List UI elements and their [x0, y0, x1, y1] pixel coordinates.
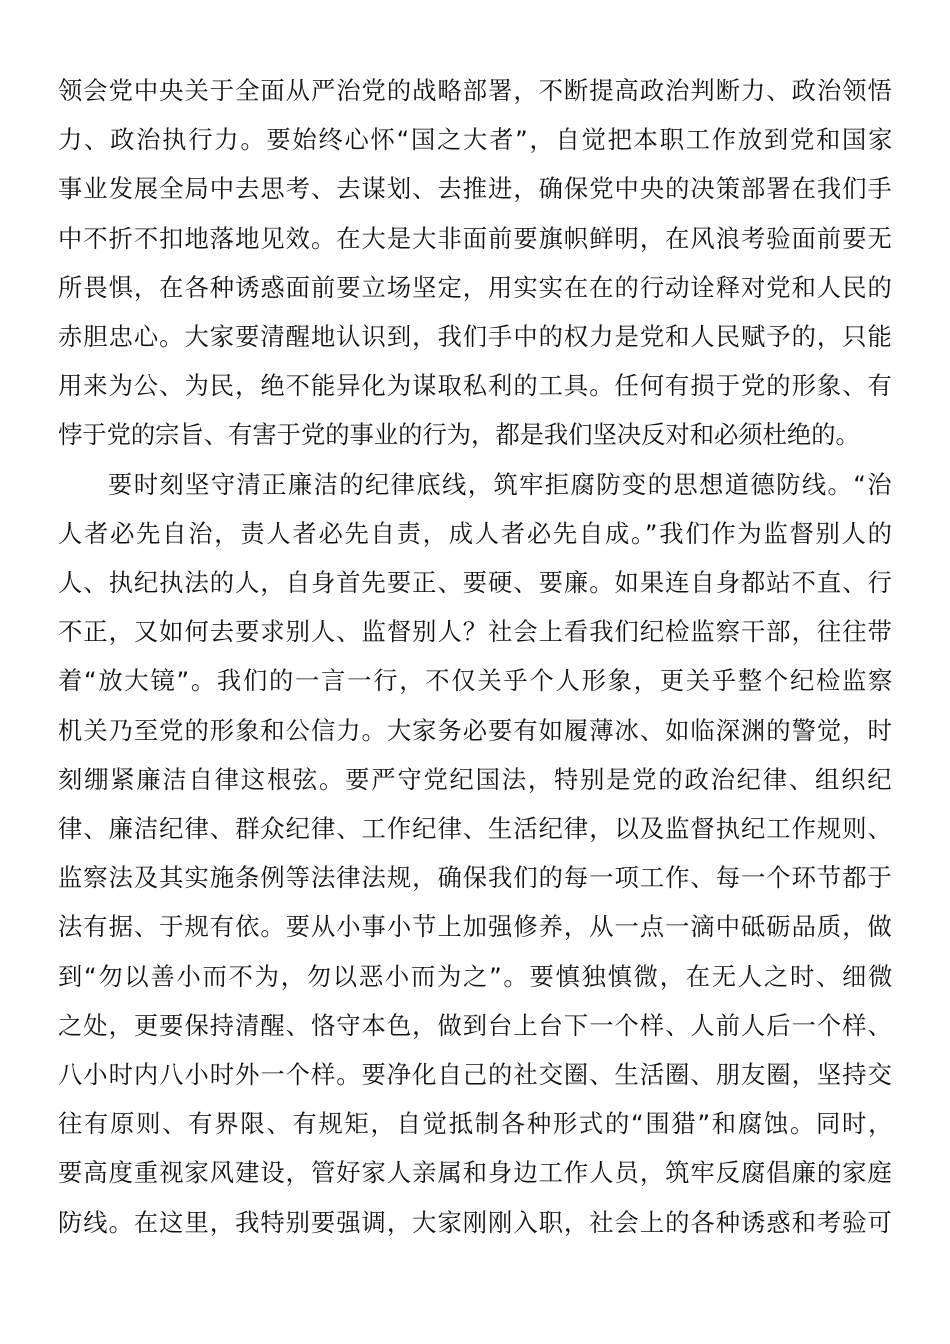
text-line: 机关乃至党的形象和公信力。大家务必要有如履薄冰、如临深渊的警觉，时: [58, 715, 893, 745]
text-line: 法有据、于规有依。要从小事小节上加强修养，从一点一滴中砥砺品质，做: [58, 912, 893, 942]
text-line: 着“放大镜”。我们的一言一行，不仅关乎个人形象，更关乎整个纪检监察: [58, 666, 895, 696]
text-line: 所畏惧，在各种诱惑面前要立场坚定，用实实在在的行动诠释对党和人民的: [58, 272, 893, 302]
text-line: 人者必先自治，责人者必先自责，成人者必先自成。”我们作为监督别人的: [58, 518, 894, 548]
text-line: 用来为公、为民，绝不能异化为谋取私利的工具。任何有损于党的形象、有: [58, 371, 893, 401]
document-page: [58, 66, 895, 1247]
text-line: 往有原则、有界限、有规矩，自觉抵制各种形式的“围猎”和腐蚀。同时，: [58, 1109, 895, 1139]
text-line: 刻绷紧廉洁自律这根弦。要严守党纪国法，特别是党的政治纪律、组织纪: [58, 764, 894, 794]
text-line: 不正，又如何去要求别人、监督别人？社会上看我们纪检监察干部，往往带: [58, 617, 893, 647]
text-line: 八小时内八小时外一个样。要净化自己的社交圈、生活圈、朋友圈，坚持交: [58, 1060, 893, 1090]
text-line: 到“勿以善小而不为，勿以恶小而为之”。要慎独慎微，在无人之时、细微: [58, 961, 895, 991]
text-line: 律、廉洁纪律、群众纪律、工作纪律、生活纪律，以及监督执纪工作规则、: [58, 814, 893, 844]
paragraph-2: [58, 460, 895, 1247]
text-line: 监察法及其实施条例等法律法规，确保我们的每一项工作、每一个环节都于: [58, 863, 893, 893]
text-line: 要高度重视家风建设，管好家人亲属和身边工作人员，筑牢反腐倡廉的家庭: [58, 1158, 893, 1188]
text-line: 赤胆忠心。大家要清醒地认识到，我们手中的权力是党和人民赋予的，只能: [58, 322, 893, 352]
text-line-indented: 要时刻坚守清正廉洁的纪律底线，筑牢拒腐防变的思想道德防线。“治: [108, 469, 893, 499]
text-line: 中不折不扣地落地见效。在大是大非面前要旗帜鲜明，在风浪考验面前要无: [58, 223, 893, 253]
text-line: 悖于党的宗旨、有害于党的事业的行为，都是我们坚决反对和必须杜绝的。: [58, 420, 860, 450]
text-line: 防线。在这里，我特别要强调，大家刚刚入职，社会上的各种诱惑和考验可: [58, 1207, 893, 1237]
text-line: 之处，更要保持清醒、恪守本色，做到台上台下一个样、人前人后一个样、: [58, 1010, 893, 1040]
text-line: 力、政治执行力。要始终心怀“国之大者”，自觉把本职工作放到党和国家: [58, 125, 895, 155]
text-line: 人、执纪执法的人，自身首先要正、要硬、要廉。如果连自身都站不直、行: [58, 568, 893, 598]
text-line: 领会党中央关于全面从严治党的战略部署，不断提高政治判断力、政治领悟: [58, 76, 893, 105]
text-line: 事业发展全局中去思考、去谋划、去推进，确保党中央的决策部署在我们手: [58, 174, 893, 204]
paragraph-1: [58, 66, 895, 460]
